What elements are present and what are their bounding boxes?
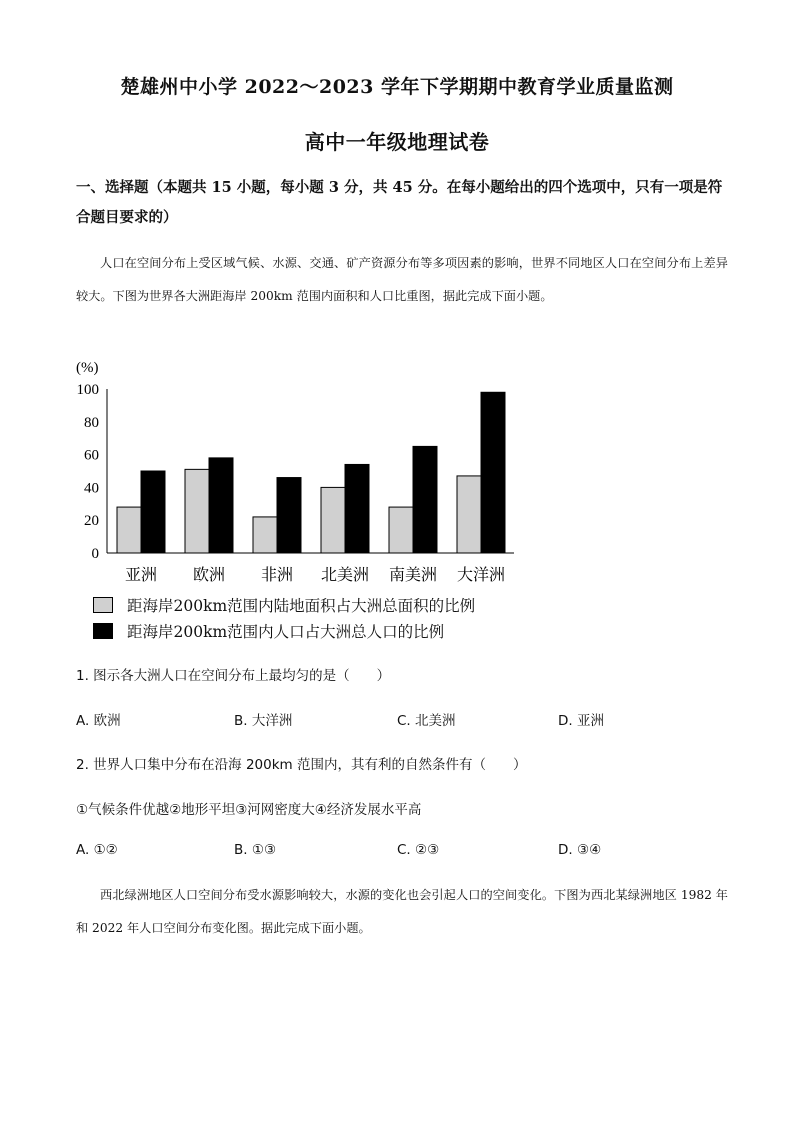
legend-swatch-black <box>93 623 113 639</box>
legend-label-area: 距海岸200km范围内陆地面积占大洲总面积的比例 <box>127 597 476 615</box>
x-tick-label: 北美洲 <box>320 565 370 584</box>
y-tick-label: 20 <box>84 513 99 530</box>
bar-area-5 <box>457 476 481 553</box>
x-tick-label: 欧洲 <box>192 565 226 584</box>
legend-label-population: 距海岸200km范围内人口占大洲总人口的比例 <box>127 623 445 641</box>
q1-option-a[interactable]: A. 欧洲 <box>76 713 121 729</box>
q2-option-b[interactable]: B. ①③ <box>234 842 277 858</box>
bar-population-2 <box>277 478 301 553</box>
question-2-stem: 2. 世界人口集中分布在沿海 200km 范围内，其有利的自然条件有（ ） <box>76 757 527 773</box>
q1-option-d[interactable]: D. 亚洲 <box>558 713 604 729</box>
q2-option-c[interactable]: C. ②③ <box>397 842 440 858</box>
exam-title-line1: 楚雄州中小学 2022～2023 学年下学期期中教育学业质量监测 <box>120 76 674 98</box>
exam-title-line2: 高中一年级地理试卷 <box>304 130 490 154</box>
x-tick-label: 亚洲 <box>124 565 158 584</box>
question-2-conditions: ①气候条件优越②地形平坦③河网密度大④经济发展水平高 <box>76 802 422 818</box>
x-tick-label: 大洋洲 <box>456 565 506 584</box>
section-heading: 一、选择题（本题共 15 小题，每小题 3 分，共 45 分。在每小题给出的四个选项中，只有一项是符合题目要求的） <box>76 179 723 226</box>
bar-population-3 <box>345 464 369 553</box>
question-2-options <box>76 842 728 862</box>
question-1-options <box>76 709 728 729</box>
q2-option-d[interactable]: D. ③④ <box>558 842 602 858</box>
y-tick-label: 0 <box>91 546 99 562</box>
passage-2: 西北绿洲地区人口空间分布受水源影响较大，水源的变化也会引起人口的空间变化。下图为西北某绿洲地区 1982 年和 2022 年人口空间分布变化图。据此完成下面小题。 <box>76 888 728 935</box>
bar-population-4 <box>413 446 437 553</box>
bar-area-3 <box>321 487 345 553</box>
bar-population-5 <box>481 392 505 553</box>
bar-population-1 <box>209 458 233 553</box>
y-tick-label: 80 <box>84 414 99 431</box>
bar-area-0 <box>117 507 141 553</box>
q1-option-b[interactable]: B. 大洋洲 <box>234 713 293 729</box>
y-tick-label: 40 <box>84 480 99 497</box>
x-tick-label: 非洲 <box>260 565 294 584</box>
legend-item-population <box>93 620 444 642</box>
bar-chart <box>60 352 530 592</box>
y-tick-label: 60 <box>84 447 99 464</box>
bar-population-0 <box>141 471 165 553</box>
y-tick-label: 100 <box>76 382 99 398</box>
bar-area-2 <box>253 517 277 553</box>
bar-area-1 <box>185 469 209 553</box>
q2-option-a[interactable]: A. ①② <box>76 842 118 858</box>
legend-swatch-gray <box>93 597 113 613</box>
q1-option-c[interactable]: C. 北美洲 <box>397 713 456 729</box>
x-tick-label: 南美洲 <box>388 565 438 584</box>
question-1-stem: 1. 图示各大洲人口在空间分布上最均匀的是（ ） <box>76 668 391 684</box>
legend-item-area <box>93 594 475 616</box>
y-axis-label: (%) <box>76 360 99 376</box>
bar-area-4 <box>389 507 413 553</box>
passage-1: 人口在空间分布上受区域气候、水源、交通、矿产资源分布等多项因素的影响，世界不同地区人口在空间分布上差异较大。下图为世界各大洲距海岸 200km 范围内面积和人口比重图，据此完成下面小题。 <box>76 256 728 303</box>
